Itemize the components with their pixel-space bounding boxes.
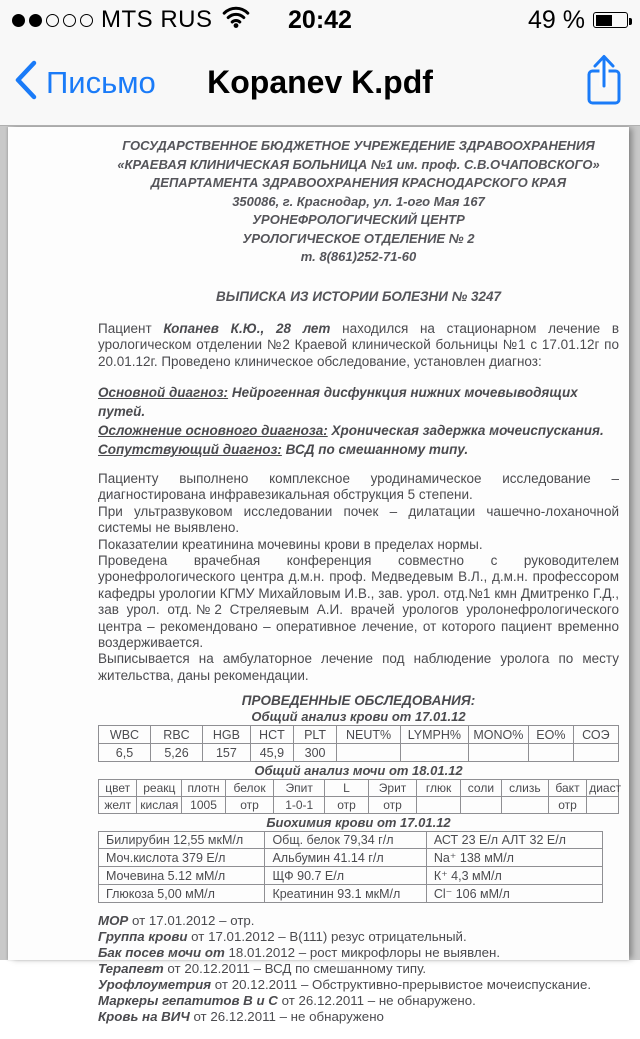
status-bar <box>0 0 640 40</box>
table-header-row: WBC RBC HGB HCT PLT NEUT% LYMPH% MONO% EO% СОЭ <box>99 726 619 744</box>
document-title: Kopanev K.pdf <box>207 64 433 100</box>
result-line: Группа крови от 17.01.2012 – В(111) резус отрицательный. <box>98 929 467 945</box>
result-line: Бак посев мочи от 18.01.2012 – рост микрофлоры не выявлен. <box>98 945 501 961</box>
blood-test-table <box>98 725 619 762</box>
clinical-summary <box>98 471 619 684</box>
table-row: Моч.кислота 379 Е/л Альбумин 41.14 г/л Na⁺ 138 мМ/л <box>99 849 603 867</box>
summary-paragraph: Пациенту выполнено комплексное уродинамическое исследование – диагностирована инфравезикальная обструкция 5 степени. <box>98 471 619 503</box>
battery-percent-label: 49 % <box>528 5 585 34</box>
letterhead-line: УРОЛОГИЧЕСКОЕ ОТДЕЛЕНИЕ № 2 <box>242 230 475 246</box>
result-line: Терапевт от 20.12.2011 – ВСД по смешанному типу. <box>98 961 427 977</box>
cellular-signal-icon <box>12 14 93 27</box>
back-button-label: Письмо <box>46 64 156 100</box>
result-line: Кровь на ВИЧ от 26.12.2011 – не обнаружено <box>98 1009 384 1025</box>
biochem-caption: Биохимия крови от 17.01.12 <box>266 815 451 831</box>
summary-paragraph: При ультразвуковом исследовании почек – дилатации чашечно-лоханочной системы не выявлено. <box>98 503 619 536</box>
share-button[interactable] <box>582 53 626 112</box>
table-row: Билирубин 12,55 мкМ/л Общ. белок 79,34 г/л АСТ 23 Е/л АЛТ 32 Е/л <box>99 832 603 849</box>
letterhead-line: т. 8(861)252-71-60 <box>300 249 417 264</box>
table-header-row: цвет реакц плотн белок Эпит L Эрит глюк соли слизь бакт диаст <box>99 780 619 797</box>
top-chrome <box>0 0 640 126</box>
biochemistry-table <box>98 831 603 903</box>
chevron-left-icon <box>14 60 38 105</box>
letterhead-line: ДЕПАРТАМЕНТА ЗДРАВООХРАНЕНИЯ КРАСНОДАРСКОГО КРАЯ <box>150 175 567 190</box>
share-icon <box>582 53 626 107</box>
diagnosis-line: Сопутствующий диагноз: ВСД по смешанному типу. <box>98 442 469 457</box>
diagnosis-line: Осложнение основного диагноза: Хроническая задержка мочеиспускания. <box>98 423 604 438</box>
urine-test-table <box>98 779 622 814</box>
pdf-viewer[interactable] <box>0 127 640 1025</box>
battery-icon <box>593 12 628 28</box>
exams-section-heading: ПРОВЕДЕННЫЕ ОБСЛЕДОВАНИЯ: <box>241 693 476 709</box>
result-line: МОР от 17.01.2012 – отр. <box>98 913 255 929</box>
hospital-letterhead <box>98 137 619 267</box>
result-line: Маркеры гепатитов В и С от 26.12.2011 – не обнаружено. <box>98 993 476 1009</box>
summary-paragraph: Показателии креатинина мочевины крови в пределах нормы. <box>98 536 483 552</box>
diagnosis-line: Основной диагноз: Нейрогенная дисфункция нижних мочевыводящих путей. <box>98 385 578 419</box>
blood-test-caption: Общий анализ крови от 17.01.12 <box>251 709 466 725</box>
table-row: желт кислая 1005 отр 1-0-1 отр отр отр <box>99 797 619 814</box>
nav-bar <box>0 40 640 125</box>
back-button[interactable] <box>14 60 156 105</box>
extract-heading: ВЫПИСКА ИЗ ИСТОРИИ БОЛЕЗНИ № 3247 <box>216 288 501 304</box>
letterhead-line: ГОСУДАРСТВЕННОЕ БЮДЖЕТНОЕ УЧРЕЖЕДЕНИЕ ЗДРАВООХРАНЕНИЯ <box>122 138 595 153</box>
table-row: Глюкоза 5,00 мМ/л Креатинин 93.1 мкМ/л Сl⁻ 106 мМ/л <box>99 885 603 903</box>
letterhead-line: «КРАЕВАЯ КЛИНИЧЕСКАЯ БОЛЬНИЦА №1 им. проф. С.В.ОЧАПОВСКОГО» <box>117 156 600 172</box>
urine-test-caption: Общий анализ мочи от 18.01.12 <box>254 763 463 779</box>
other-results-list <box>98 913 619 1025</box>
wifi-icon <box>221 5 251 36</box>
diagnoses-block <box>98 383 619 459</box>
letterhead-line: 350086, г. Краснодар, ул. 1-ого Мая 167 <box>232 193 485 209</box>
pdf-page <box>8 127 629 1025</box>
table-row: 6,5 5,26 157 45,9 300 <box>99 744 619 762</box>
medical-extract-document <box>8 127 629 1039</box>
status-clock: 20:42 <box>288 5 352 34</box>
summary-paragraph: Выписывается на амбулаторное лечение под наблюдение уролога по месту жительства, даны рекомендации. <box>98 651 619 683</box>
table-row: Мочевина 5.12 мМ/л ЩФ 90.7 Е/л К⁺ 4,3 мМ/л <box>99 867 603 885</box>
intro-paragraph: Пациент Копанев К.Ю., 28 лет находился на стационарном лечение в урологическом отделении №2 Краевой клинической больницы №1 с 17.01.12г по 20.01.12г. Проведено клиническое обследование, установлен диагноз: <box>98 320 619 369</box>
letterhead-line: УРОНЕФРОЛОГИЧЕСКИЙ ЦЕНТР <box>252 212 465 227</box>
result-line: Урофлоуметрия от 20.12.2011 – Обструктивно-прерывистое мочеиспускание. <box>98 977 592 993</box>
summary-paragraph: Проведена врачебная конференция совместно с руководителем уронефрологического центра д.м.н. проф. Медведевым В.Л., д.м.н. профессором кафедры урологии КГМУ Михайловым И.В., зав. урол. отд.№1 кмн Дмитренко Г.Д., зав урол. отд.№2 Стреляевым А.И. врачей урологов уролонефрологического центра – рекомендовано – оперативное лечение, от которого пациент временно воздерживается. <box>98 553 619 651</box>
carrier-label: MTS RUS <box>101 6 213 33</box>
patient-name: Копанев К.Ю., 28 лет <box>163 320 331 336</box>
